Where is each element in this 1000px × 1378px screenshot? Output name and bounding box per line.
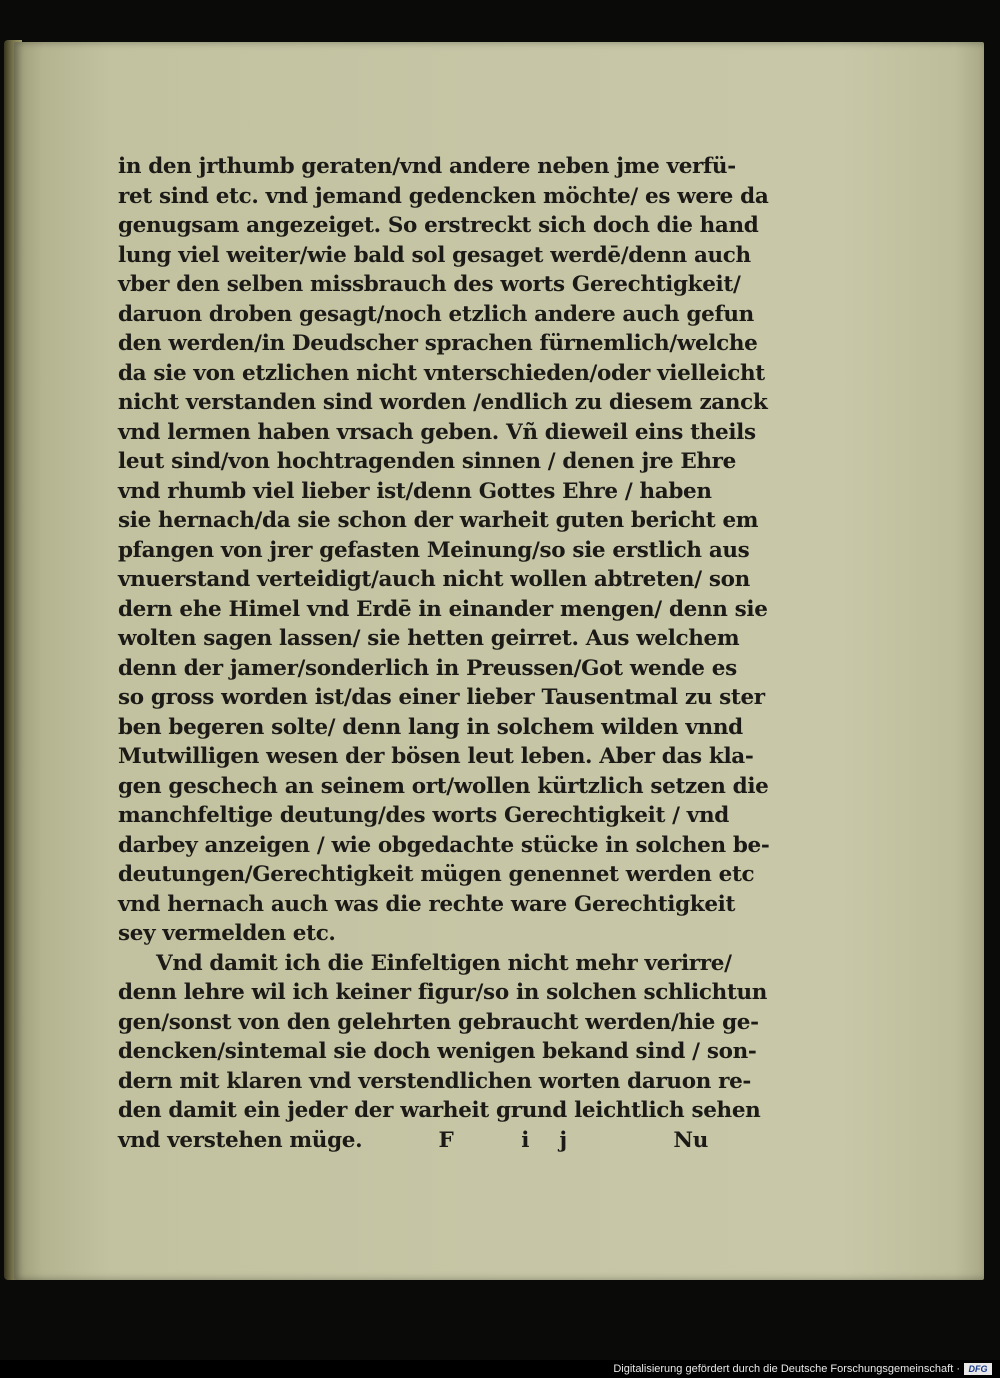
- text-line: deutungen/Gerechtigkeit mügen genennet werden etc: [118, 862, 755, 887]
- text-line: Mutwilligen wesen der bösen leut leben. Aber das kla-: [118, 744, 754, 769]
- text-line: sey vermelden etc.: [118, 921, 336, 946]
- text-line: da sie von etzlichen nicht vnterschieden/oder vielleicht: [118, 360, 765, 386]
- text-line: manchfeltige deutung/des worts Gerechtigkeit / vnd: [118, 803, 729, 828]
- text-line: vnd lermen haben vrsach geben. Vñ dieweil eins theils: [118, 419, 756, 445]
- footer-line: [118, 1126, 708, 1156]
- signature-mark: F ij: [438, 1127, 598, 1153]
- text-line: wolten sagen lassen/ sie hetten geirret. Aus welchem: [118, 626, 740, 651]
- last-text-line: vnd verstehen müge.: [118, 1127, 363, 1153]
- text-line: vnuerstand verteidigt/auch nicht wollen abtreten/ son: [118, 567, 750, 592]
- text-line: ret sind etc. vnd jemand gedencken möchte/ es were da: [118, 183, 769, 209]
- text-line: dern mit klaren vnd verstendlichen worten daruon re-: [118, 1068, 751, 1094]
- text-line: pfangen von jrer gefasten Meinung/so sie erstlich aus: [118, 537, 750, 563]
- text-line: Vnd damit ich die Einfeltigen nicht mehr verirre/: [156, 950, 732, 976]
- text-line: in den jrthumb geraten/vnd andere neben jme verfü-: [118, 154, 736, 179]
- text-line: genugsam angezeiget. So erstreckt sich doch die hand: [118, 213, 759, 238]
- text-line: vnd hernach auch was die rechte ware Gerechtigkeit: [118, 891, 736, 917]
- catchword: Nu: [673, 1127, 708, 1153]
- text-line: daruon droben gesagt/noch etzlich andere auch gefun: [118, 301, 754, 327]
- text-line: lung viel weiter/wie bald sol gesaget werdē/denn auch: [118, 242, 751, 268]
- text-line: denn lehre wil ich keiner figur/so in solchen schlichtun: [118, 980, 768, 1005]
- text-line: vber den selben missbrauch des worts Gerechtigkeit/: [118, 272, 741, 297]
- text-block: [118, 152, 770, 1155]
- text-line: ben begeren solte/ denn lang in solchem wilden vnnd: [118, 714, 743, 740]
- text-line: so gross worden ist/das einer lieber Tausentmal zu ster: [118, 685, 765, 710]
- text-line: darbey anzeigen / wie obgedachte stücke in solchen be-: [118, 832, 770, 858]
- text-line: den werden/in Deudscher sprachen fürnemlich/welche: [118, 331, 758, 356]
- text-line: leut sind/von hochtragenden sinnen / denen jre Ehre: [118, 449, 736, 474]
- text-line: nicht verstanden sind worden /endlich zu diesem zanck: [118, 390, 768, 415]
- text-line: denn der jamer/sonderlich in Preussen/Got wende es: [118, 655, 737, 681]
- text-line: sie hernach/da sie schon der warheit guten bericht em: [118, 508, 759, 533]
- text-line: gen geschech an seinem ort/wollen kürtzlich setzen die: [118, 773, 769, 799]
- text-line: dern ehe Himel vnd Erdē in einander mengen/ denn sie: [118, 596, 768, 622]
- credit-text: Digitalisierung gefördert durch die Deutsche Forschungsgemeinschaft ·: [613, 1363, 960, 1375]
- text-line: vnd rhumb viel lieber ist/denn Gottes Ehre / haben: [118, 478, 712, 504]
- text-line: gen/sonst von den gelehrten gebraucht werden/hie ge-: [118, 1009, 759, 1035]
- credit-bar: [0, 1360, 1000, 1378]
- text-line: dencken/sintemal sie doch wenigen bekand sind / son-: [118, 1039, 757, 1064]
- text-line: den damit ein jeder der warheit grund leichtlich sehen: [118, 1098, 761, 1123]
- dfg-logo: DFG: [964, 1363, 992, 1375]
